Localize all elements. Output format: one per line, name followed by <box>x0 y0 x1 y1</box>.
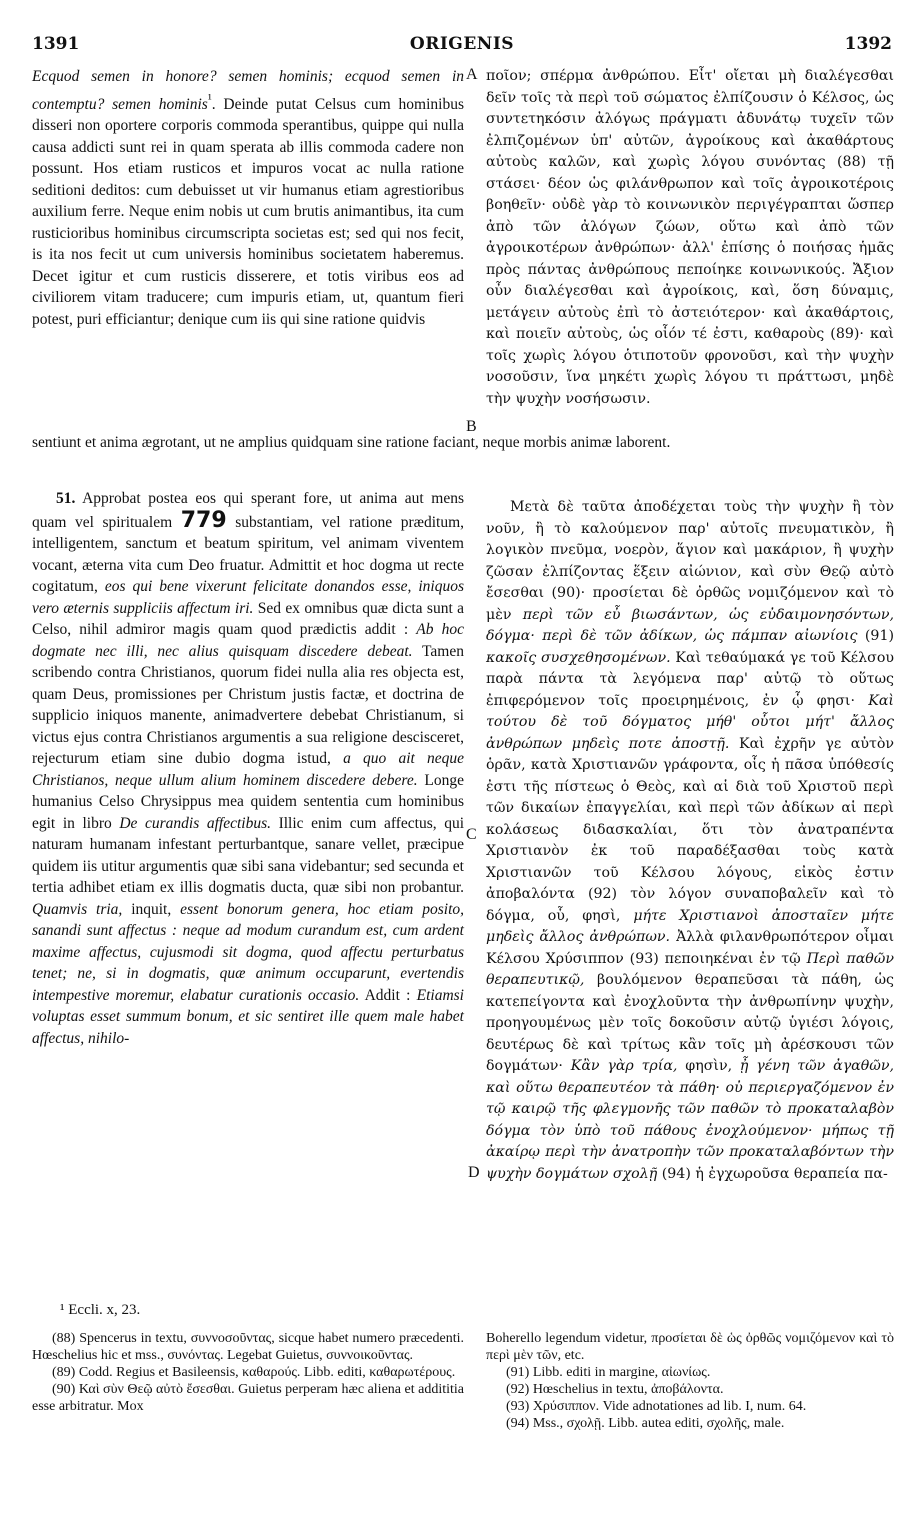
latin-text: . Deinde putat Celsus cum hominibus disseri non oportere corporis commoda sperantibus, quippe qui nulla causa addicti sunt rei in quam sperata ab illis commoda cadere non possunt. Hos etiam rusticos et impuros vocat ac nulla ratione seditioni deditos: cum debuisset ut vir humanus etiam agrestioribus auxilium ferre. Neque enim nobis ut cum brutis animantibus, ita cum rusticioribus hominibus circumscripta societas est; sed qui nos fecit, is ita nos fecit ut cum universis hominibus societatem haberemus. Decet igitur et cum rusticis disserere, et totis viribus eos ad civiliorem vitam traducere; cum impuris etiam, ut, quantum fieri potest, puri efficiantur; denique cum iis qui sine ratione quidvis <box>32 95 465 328</box>
margin-marker-d: D <box>468 1164 480 1181</box>
note-item: (89) Codd. Regius et Basileensis, καθαρούς. Libb. editi, καθαρωτέρους. <box>52 1365 456 1380</box>
greek-text: βουλόμενον θεραπεῦσαι τὰ πάθη, ὡς κατεπείγοντα καὶ ἐνοχλοῦντα τὴν ἀνθρωπίνην ψυχὴν, προηγουμένως μὲν τοῖς δοκοῦσιν αὐτῷ ὑγιέσι λόγοις, δευτέρως δὲ καὶ τρίτως κἂν τοῖς μὴ ἀρέσκουσι τῶν δογμάτων· <box>486 972 894 1074</box>
latin-italic-quote: a quo ait neque Christianos, neque ullum alium hominem discedere debere. <box>32 750 465 789</box>
running-header <box>32 34 892 58</box>
latin-paragraph <box>32 66 464 330</box>
section-number: 51. <box>56 490 76 507</box>
migne-page-number: 779 <box>180 507 227 533</box>
latin-text: Sed ex omnibus quæ dicta sunt a Celso, nihil admiror magis quam quod prædictis addit : <box>32 599 464 638</box>
latin-italic-quote: Ab hoc dogmate nec illi, nec alius quisquam discedere debeat. <box>32 621 464 660</box>
greek-text: (91) <box>864 628 895 644</box>
greek-italic-quote: κακοῖς συσχεθησομένων. <box>486 649 671 666</box>
note-item: (88) Spencerus in textu, συννοσοῦντας, sicque habet numero præcedenti. Hœschelius hic et mss., συνόντας. Legebat Guietus, συννοικοῦντας. <box>32 1331 464 1363</box>
latin-text: Longe humanius Celso Chrysippus mea quidem sententia cum hominibus egit in libro <box>32 771 464 832</box>
latin-italic-quote: Quamvis tria, <box>32 900 123 918</box>
running-title: ORIGENIS <box>409 34 515 54</box>
note-item: (92) Hœschelius in textu, ἀποβάλοντα. <box>506 1382 724 1397</box>
greek-text: Καὶ ἐχρῆν γε αὐτὸν ὁρᾶν, κατὰ Χριστιανῶν γράφοντα, οἷς ἡ πᾶσα ὑπόθεσίς ἐστι τῆς πίστεως ὁ Θεὸς, καὶ αἱ διὰ τοῦ Χριστοῦ περὶ τῶν δικαίων ἐπαγγελίαι, καὶ περὶ τῶν ἀδίκων αἱ περὶ κολάσεως διδασκαλίαι, ὅτι τὸν ἀνατραπέντα Χριστιανὸν ἐκ τοῦ παραδέξασθαι τοὺς κατὰ Χριστιανῶν τοῦ Κέλσου λόγους, εἰκὸς ἐστιν ἀποβαλόντα (92) τὸν λόγον συναποβαλεῖν καὶ τὸ δόγμα, οὗ, φησὶ, <box>486 735 894 924</box>
greek-text: (94) ἡ ἐγχωροῦσα θεραπεία πα- <box>661 1165 888 1182</box>
note-item: (93) Χρύσιππον. Vide adnotationes ad lib. I, num. 64. <box>506 1399 807 1414</box>
note-item: (91) Libb. editi in margine, αἰωνίως. <box>506 1365 711 1380</box>
latin-spanning-line <box>32 432 894 454</box>
greek-text: Καὶ τεθαύμακά γε τοῦ Κέλσου παρὰ πάντα τὰ λεγόμενα παρ' αὐτῷ τὸ οὕτως ἐπιφερόμενον τοῖς προειρημένοις, ἐν ᾧ φησι· <box>486 649 894 709</box>
page-number-left: 1391 <box>32 34 80 54</box>
latin-continuation: sentiunt et anima ægrotant, ut ne amplius quidquam sine ratione faciant, neque morbis animæ laborent. <box>32 434 671 451</box>
note-item: (90) Καὶ σὺν Θεῷ αὐτὸ ἔσεσθαι. Guietus perperam hæc aliena et addititia esse arbitratur. Mox <box>32 1382 464 1414</box>
margin-marker-b: B <box>466 418 477 435</box>
greek-text: Ἀλλὰ φιλανθρωπότερον οἶμαι Κέλσου Χρύσιππον (93) πεποιηκέναι ἐν τῷ <box>486 929 895 967</box>
latin-paragraph-51 <box>32 488 464 1049</box>
greek-italic-quote: μήτε Χριστιανοὶ ἀποσταῖεν μήτε μηδεὶς ἄλλος ἀνθρώπων. <box>486 907 895 945</box>
note-item: (94) Mss., σχολῇ. Libb. autea editi, σχολῆς, male. <box>506 1416 785 1431</box>
greek-italic-title: Περὶ παθῶν θεραπευτικῷ, <box>486 950 895 988</box>
latin-text: Illic enim cum affectus, qui naturam humanam infestant perturbantque, sanare vellet, præcipue quidem iis utitur argumentis quæ sibi sana videbantur; sed secunda et tertia adhibet etiam ex illis dogmatis ducta, quæ sibi non probantur. <box>32 814 465 896</box>
notes-left-column <box>32 1330 464 1415</box>
greek-paragraph <box>486 497 894 1185</box>
scripture-footnote: ¹ Eccli. x, 23. <box>60 1302 141 1318</box>
greek-italic-quote: Κἂν γὰρ τρία, <box>570 1058 678 1074</box>
latin-italic-quote: Ecquod semen in honore? semen hominis; ecquod semen in contemptu? semen hominis <box>32 68 464 113</box>
latin-text: Addit : <box>364 986 411 1004</box>
latin-text: Approbat postea eos qui sperant fore, ut anima aut mens quam vel spiritualem <box>32 490 464 531</box>
latin-text: substantiam, vel ratione præditum, intelligentem, sanctum et beatum spiritum, vel animam viventem vocant, æterna vita cum Deo fruatur. Admittit et hoc dogma ut recte cogitatum, <box>32 513 465 595</box>
greek-paragraph: ποῖον; σπέρμα ἀνθρώπου. Εἶτ' οἴεται μὴ διαλέγεσθαι δεῖν τοῖς τὰ περὶ τοῦ σώματος ἐλπίζουσιν ὁ Κέλσος, ὡς συντετηκόσιν ἀλόγως πράγματι ἀδυνάτῳ τυχεῖν τῶν ἐλπιζομένων ὑπ' αὐτῶν, ἀγροίκους καὶ ἀκαθάρτους αὐτοὺς καλῶν, καὶ χωρὶς λόγου συνόντας (88) τῇ στάσει· δέον ὡς φιλάνθρωπον καὶ τοῖς ἀγροικοτέροις βοηθεῖν· οὐδὲ γὰρ τὸ κοινωνικὸν περιγέγραπται ὥσπερ ἀπὸ τῶν ἀλόγων ζώων, οὕτω καὶ ἀπὸ τῶν ἀγροικοτέρων ἀνθρώπων· ἀλλ' ἐπίσης ὁ ποιήσας ἡμᾶς πρὸς πάντας ἀνθρώπους πεποίηκε κοινωνικούς. Ἄξιον οὖν διαλέγεσθαι καὶ ἀγροίκοις, καὶ, ὅση δύναμις, μετάγειν αὐτοὺς ἐπὶ τὸ ἀστειότερον· καὶ ἀκαθάρτοις, καὶ ποιεῖν αὐτοὺς, ὡς οἷόν τέ ἐστι, καθαροὺς (89)· καὶ τοῖς χωρὶς λόγου ὁτιποτοῦν φρονοῦσι, καὶ τὴν ψυχὴν νοσοῦσιν, ἵνα μηκέτι χωρὶς λόγου τι πράττωσι, μηδὲ τὴν ψυχὴν νοσήσωσιν. <box>486 68 894 407</box>
margin-marker-a: A <box>466 66 478 83</box>
latin-italic-quote: Etiamsi voluptas esset summum bonum, et sic sentiret ille quem male habet affectus, nihilo- <box>32 986 464 1047</box>
greek-column-bottom <box>486 497 894 1185</box>
greek-text: Μετὰ δὲ ταῦτα ἀποδέχεται τοὺς τὴν ψυχὴν ἢ τὸν νοῦν, ἢ τὸ καλούμενον παρ' αὐτοῖς πνευματικὸν, ἢ λογικὸν πνεῦμα, νοερὸν, ἅγιον καὶ μακάριον, ἢ ψυχὴν ζῶσαν ἐλπίζοντας ἕξειν αἰώνιον, καὶ σὺν Θεῷ αὐτὸ ἔσεσθαι (90)· προσίεται δὲ ὀρθῶς νομιζόμενον καὶ τὸ μὲν <box>486 499 894 623</box>
latin-italic-quote: eos qui bene vixerunt felicitate donandos esse, iniquos vero æternis suppliciis affectum iri. <box>32 578 464 617</box>
margin-marker-c: C <box>466 826 477 843</box>
greek-italic-quote: περὶ τῶν εὖ βιωσάντων, ὡς εὐδαιμονησόντων, δόγμα· περὶ δὲ τῶν ἀδίκων, ὡς πάμπαν αἰωνίοις <box>486 606 894 644</box>
latin-text: Tamen scribendo contra Christianos, quorum fidei nulla alia res objecta est, quam Deus, promissiones per Christum justis factæ, et doctrina de supplicio iniquos manente, animadvertere debebat Christianum, si victus ejus contra Christianos argumentis a sua religione descisceret, rejecturum etiam sine dubio dogma istud, <box>32 642 464 767</box>
latin-text: inquit, <box>131 900 172 918</box>
footnote-reference: ¹ <box>207 90 212 106</box>
notes-right-column <box>486 1330 894 1432</box>
greek-column-top <box>486 66 894 410</box>
latin-column-top <box>32 66 464 330</box>
page-number-right: 1392 <box>844 34 892 54</box>
latin-italic-title: De curandis affectibus. <box>119 814 271 832</box>
latin-column-bottom <box>32 488 464 1049</box>
greek-text: φησὶν, <box>685 1058 733 1074</box>
latin-italic-quote: essent bonorum genera, hoc etiam posito, sanandi sunt affectus : neque ad modum curandum est, cum ardent maxime affectus, cujusmodi sit dogma, quod affectu perturbatus tenet; ne, si in dogmatis, quæ animum occuparunt, evertendis intempestive moremur, elabatur curationis occasio. <box>32 900 465 1004</box>
greek-italic-quote: ᾖ γένη τῶν ἀγαθῶν, καὶ οὕτω θεραπευτέον τὰ πάθη· οὐ περιεργαζόμενον ἐν τῷ καιρῷ τῆς φλεγμονῆς τῶν παθῶν τὸ προκαταλαβὸν δόγμα τὸν ὑπὸ τοῦ πάθους ἐνοχλούμενον· μήπως τῇ ἀκαίρῳ περὶ τὴν ἀνατροπὴν τῶν προκαταλαβόντων τὴν ψυχὴν δογμάτων σχολῇ <box>486 1058 895 1182</box>
greek-italic-quote: Καὶ τούτου δὲ τοῦ δόγματος μήθ' οὗτοι μήτ' ἄλλος ἀνθρώπων μηδεὶς ποτε ἀποστῇ. <box>486 692 894 752</box>
note-item: Boherello legendum videtur, προσίεται δὲ ὡς ὀρθῶς νομιζόμενον καὶ τὸ περὶ μὲν τῶν, etc. <box>486 1331 894 1363</box>
